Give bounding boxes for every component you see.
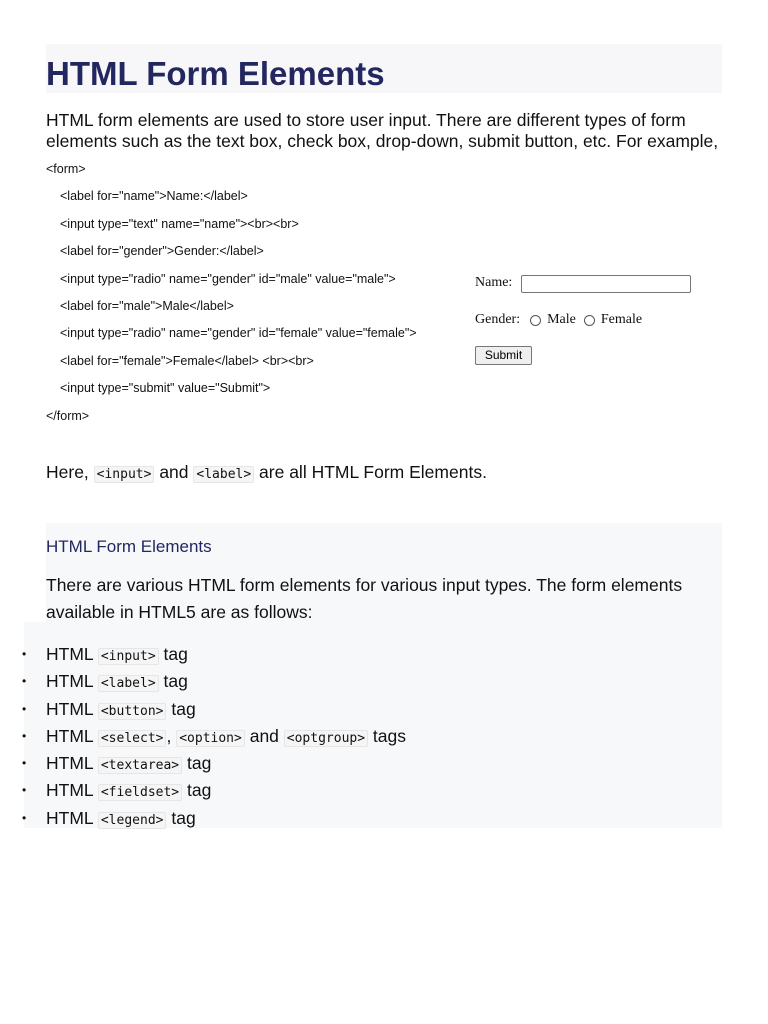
item-text: tag bbox=[166, 807, 196, 828]
item-text: HTML bbox=[46, 780, 98, 801]
item-code: <input> bbox=[98, 648, 159, 665]
list-item bbox=[22, 777, 406, 804]
submit-button[interactable]: Submit bbox=[475, 346, 532, 365]
list-item bbox=[22, 805, 406, 832]
item-text: HTML bbox=[46, 807, 98, 828]
code-line: </form> bbox=[46, 408, 90, 423]
item-code: <select> bbox=[98, 730, 167, 747]
item-text: tag bbox=[158, 644, 188, 664]
section-heading: HTML Form Elements bbox=[46, 537, 212, 556]
gender-row bbox=[475, 312, 642, 328]
item-text: tag bbox=[182, 753, 212, 774]
list-item bbox=[22, 641, 406, 668]
item-text: HTML bbox=[46, 671, 98, 692]
item-code: <textarea> bbox=[98, 757, 182, 774]
item-text: HTML bbox=[46, 753, 98, 774]
bullet-icon: • bbox=[22, 756, 27, 771]
item-text: , bbox=[166, 725, 177, 746]
bullet-icon: • bbox=[22, 701, 27, 716]
here-suffix: are all HTML Form Elements. bbox=[254, 462, 487, 482]
female-radio[interactable] bbox=[584, 315, 595, 326]
gender-label: Gender: bbox=[475, 312, 521, 327]
here-prefix: Here, bbox=[46, 462, 94, 482]
label-code: <label> bbox=[193, 466, 254, 483]
item-text: tag bbox=[158, 671, 188, 692]
code-line: <label for="gender">Gender:</label> bbox=[60, 244, 264, 259]
item-code: <fieldset> bbox=[98, 784, 182, 801]
item-code: <legend> bbox=[98, 812, 167, 829]
name-input[interactable] bbox=[521, 275, 691, 293]
form-elements-list bbox=[22, 641, 407, 832]
code-line: <label for="male">Male</label> bbox=[60, 298, 234, 313]
item-code: <label> bbox=[98, 675, 159, 692]
bullet-icon: • bbox=[22, 728, 27, 743]
code-line: <label for="name">Name:</label> bbox=[60, 189, 248, 204]
name-label: Name: bbox=[475, 275, 513, 290]
page-title: HTML Form Elements bbox=[46, 55, 385, 92]
item-text: HTML bbox=[46, 698, 98, 719]
bullet-icon: • bbox=[22, 810, 27, 825]
item-code: <button> bbox=[98, 703, 167, 720]
code-line: <label for="female">Female</label> <br><br> bbox=[60, 353, 314, 368]
item-text: tag bbox=[166, 698, 196, 719]
item-text: tags bbox=[368, 725, 407, 746]
male-radio[interactable] bbox=[530, 315, 541, 326]
item-text: and bbox=[244, 725, 284, 746]
female-label: Female bbox=[600, 312, 643, 327]
item-code: <optgroup> bbox=[284, 730, 368, 747]
input-code: <input> bbox=[94, 466, 155, 483]
list-item bbox=[22, 668, 406, 695]
item-code: <option> bbox=[176, 730, 245, 747]
list-item bbox=[22, 723, 407, 750]
section-body: There are various HTML form elements for various input types. The form elements available in HTML5 are as follows: bbox=[46, 575, 683, 622]
item-text: HTML bbox=[46, 725, 98, 746]
bullet-icon: • bbox=[22, 783, 27, 798]
item-text: tag bbox=[182, 780, 212, 801]
code-line: <input type="text" name="name"><br><br> bbox=[60, 216, 299, 231]
item-text: HTML bbox=[46, 644, 98, 664]
code-line: <input type="submit" value="Submit"> bbox=[60, 381, 271, 396]
intro-paragraph: HTML form elements are used to store user input. There are different types of form elements such as the text box, check box, drop-down, submit button, etc. For example, bbox=[46, 110, 719, 151]
bullet-icon: • bbox=[22, 674, 27, 689]
list-item bbox=[22, 696, 406, 723]
section-band-extension bbox=[24, 622, 46, 828]
code-example bbox=[46, 159, 466, 433]
here-line bbox=[46, 461, 487, 486]
code-line: <form> bbox=[46, 162, 86, 176]
code-line: <input type="radio" name="gender" id="female" value="female"> bbox=[60, 326, 417, 341]
here-mid: and bbox=[154, 462, 194, 482]
male-label: Male bbox=[547, 312, 576, 327]
code-line: <input type="radio" name="gender" id="male" value="male"> bbox=[60, 271, 396, 286]
bullet-icon: • bbox=[22, 647, 27, 661]
list-item bbox=[22, 750, 406, 777]
